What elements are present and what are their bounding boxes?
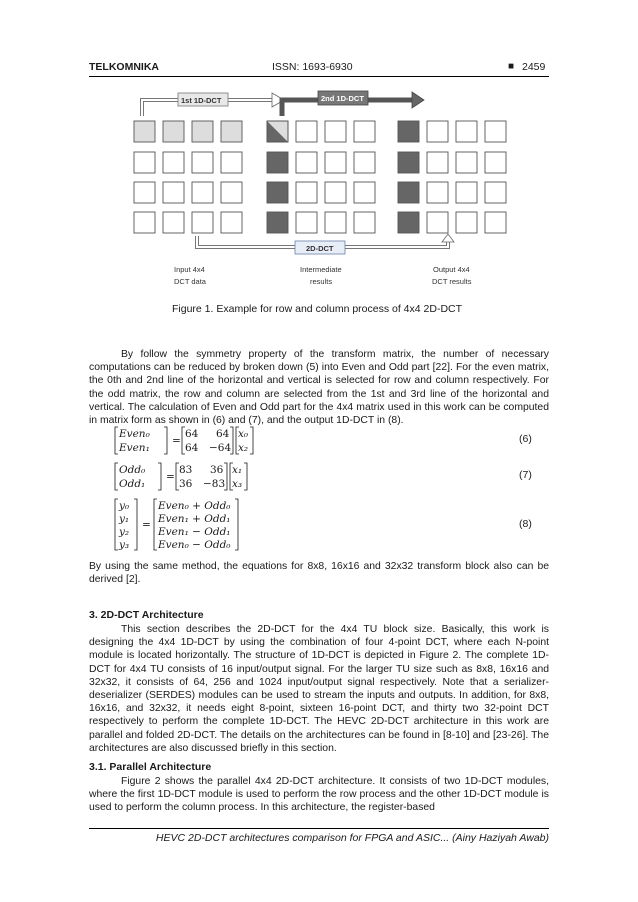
eq7-lhs-0: Odd₀: [119, 464, 146, 476]
eq8-lhs-3: y₃: [119, 539, 130, 551]
eq7-lhs-1: Odd₁: [119, 478, 146, 490]
equation-7-number: (7): [519, 469, 532, 481]
paragraph-same-method: [89, 560, 549, 586]
output-label-line1: Output 4x4: [433, 265, 470, 274]
section-3-body: [89, 623, 549, 755]
equation-8: [114, 498, 314, 552]
eq8-rhs-0: Even₀ + Odd₀: [158, 500, 231, 512]
eq8-rhs-1: Even₁ + Odd₁: [158, 513, 231, 525]
eq6-m10: 64: [185, 442, 199, 454]
equation-7: [114, 462, 314, 492]
paragraph-same-method-text: By using the same method, the equations for 8x8, 16x16 and 32x32 transform block also can be derived [2].: [89, 561, 549, 586]
paragraph-symmetry: [89, 348, 549, 427]
input-label-line2: DCT data: [174, 277, 206, 286]
input-matrix: [134, 121, 242, 233]
eq6-lhs-0: Even₀: [119, 428, 150, 440]
eq6-m00: 64: [185, 428, 199, 440]
figure-1-diagram: [120, 84, 520, 292]
svg-text:=: =: [166, 471, 175, 483]
eq7-m01: 36: [210, 464, 224, 476]
column-process-label: 2nd 1D-DCT: [321, 94, 364, 103]
eq7-m11: −83: [203, 478, 226, 490]
footer-rule: [89, 828, 549, 829]
row-process-label: 1st 1D-DCT: [181, 96, 222, 105]
page-number: 2459: [522, 61, 546, 73]
equation-6: [114, 426, 314, 456]
eq8-rhs-3: Even₀ − Odd₀: [158, 539, 231, 551]
issn: ISSN: 1693-6930: [272, 61, 353, 73]
intermediate-matrix: [267, 121, 375, 233]
eq6-m11: −64: [209, 442, 232, 454]
eq7-v1: x₃: [232, 478, 243, 490]
eq6-m01: 64: [216, 428, 230, 440]
eq7-m10: 36: [179, 478, 193, 490]
output-label-line2: DCT results: [432, 277, 472, 286]
input-label-line1: Input 4x4: [174, 265, 205, 274]
page-marker-icon: ■: [508, 61, 515, 72]
journal-name: TELKOMNIKA: [89, 61, 159, 73]
header-rule: [89, 76, 549, 77]
intermediate-label-line1: Intermediate: [300, 265, 342, 274]
figure-1-caption: Figure 1. Example for row and column process of 4x4 2D-DCT: [172, 303, 463, 315]
svg-text:=: =: [142, 519, 151, 531]
eq6-lhs-1: Even₁: [119, 442, 150, 454]
section-3-title: 3. 2D-DCT Architecture: [89, 609, 204, 621]
section-3-1-body: [89, 775, 549, 815]
eq7-v0: x₁: [232, 464, 243, 476]
output-matrix: [398, 121, 506, 233]
section-3-text: This section describes the 2D-DCT for the 4x4 TU block size. Basically, this work is designing the 4x4 1D-DCT by using the combination of four 4-point DCT, where each N-point module is located horizontally. The structure of 1D-DCT is depicted in Figure 2. The complete 1D-DCT for 4x4 TU consists of 16 input/output signal. For the larger TU size such as 8x8, 16x16 and 32x32, it consists of 64, 256 and 1024 input/output signal respectively. Note that a serializer-deserializer (SERDES) modules can be used to stream the inputs and outputs. In addition, for 8x8, 16x16, and 32x32, it needs eight 8-point, sixteen 16-point DCT, and thirty two 32-point DCT respectively to perform the complete 1D-DCT. The HEVC 2D-DCT architecture in this work are parallel and folded 2D-DCT. The details on the architectures can be found in [8-10] and [23-26]. The architectures are also discussed briefly in this section.: [89, 624, 549, 754]
2d-dct-label: 2D-DCT: [306, 244, 334, 253]
eq8-lhs-1: y₁: [119, 513, 130, 525]
eq8-lhs-0: y₀: [119, 500, 130, 512]
eq6-v0: x₀: [238, 428, 249, 440]
intermediate-label-line2: results: [310, 277, 333, 286]
eq6-v1: x₂: [238, 442, 249, 454]
running-footer: HEVC 2D-DCT architectures comparison for FPGA and ASIC... (Ainy Haziyah Awab): [155, 832, 549, 844]
eq8-rhs-2: Even₁ − Odd₁: [158, 526, 231, 538]
svg-text:=: =: [172, 435, 181, 447]
equation-6-number: (6): [519, 433, 532, 445]
paragraph-symmetry-text: By follow the symmetry property of the transform matrix, the number of necessary computations can be reduced by broken down (5) into Even and Odd part [22]. For the even matrix, the 0th and 2nd line of the horizontal and vertical is selected for row and column respectively. For the odd matrix, the row and column are selected from the 1st and 3rd line of the horizontal and vertical. The calculation of Even and Odd part for the 4x4 matrix used in this work can be computed in matrix form as shown in (6) and (7), and the output 1D-DCT in (8).: [89, 349, 549, 427]
eq8-lhs-2: y₂: [119, 526, 130, 538]
equation-8-number: (8): [519, 518, 532, 530]
section-3-1-title: 3.1. Parallel Architecture: [89, 761, 212, 773]
eq7-m00: 83: [179, 464, 193, 476]
section-3-1-text: Figure 2 shows the parallel 4x4 2D-DCT architecture. It consists of two 1D-DCT modules, where the first 1D-DCT module is used to perform the row process and the other 1D-DCT module is used to perform the column process. In this architecture, the register-based: [89, 776, 549, 814]
